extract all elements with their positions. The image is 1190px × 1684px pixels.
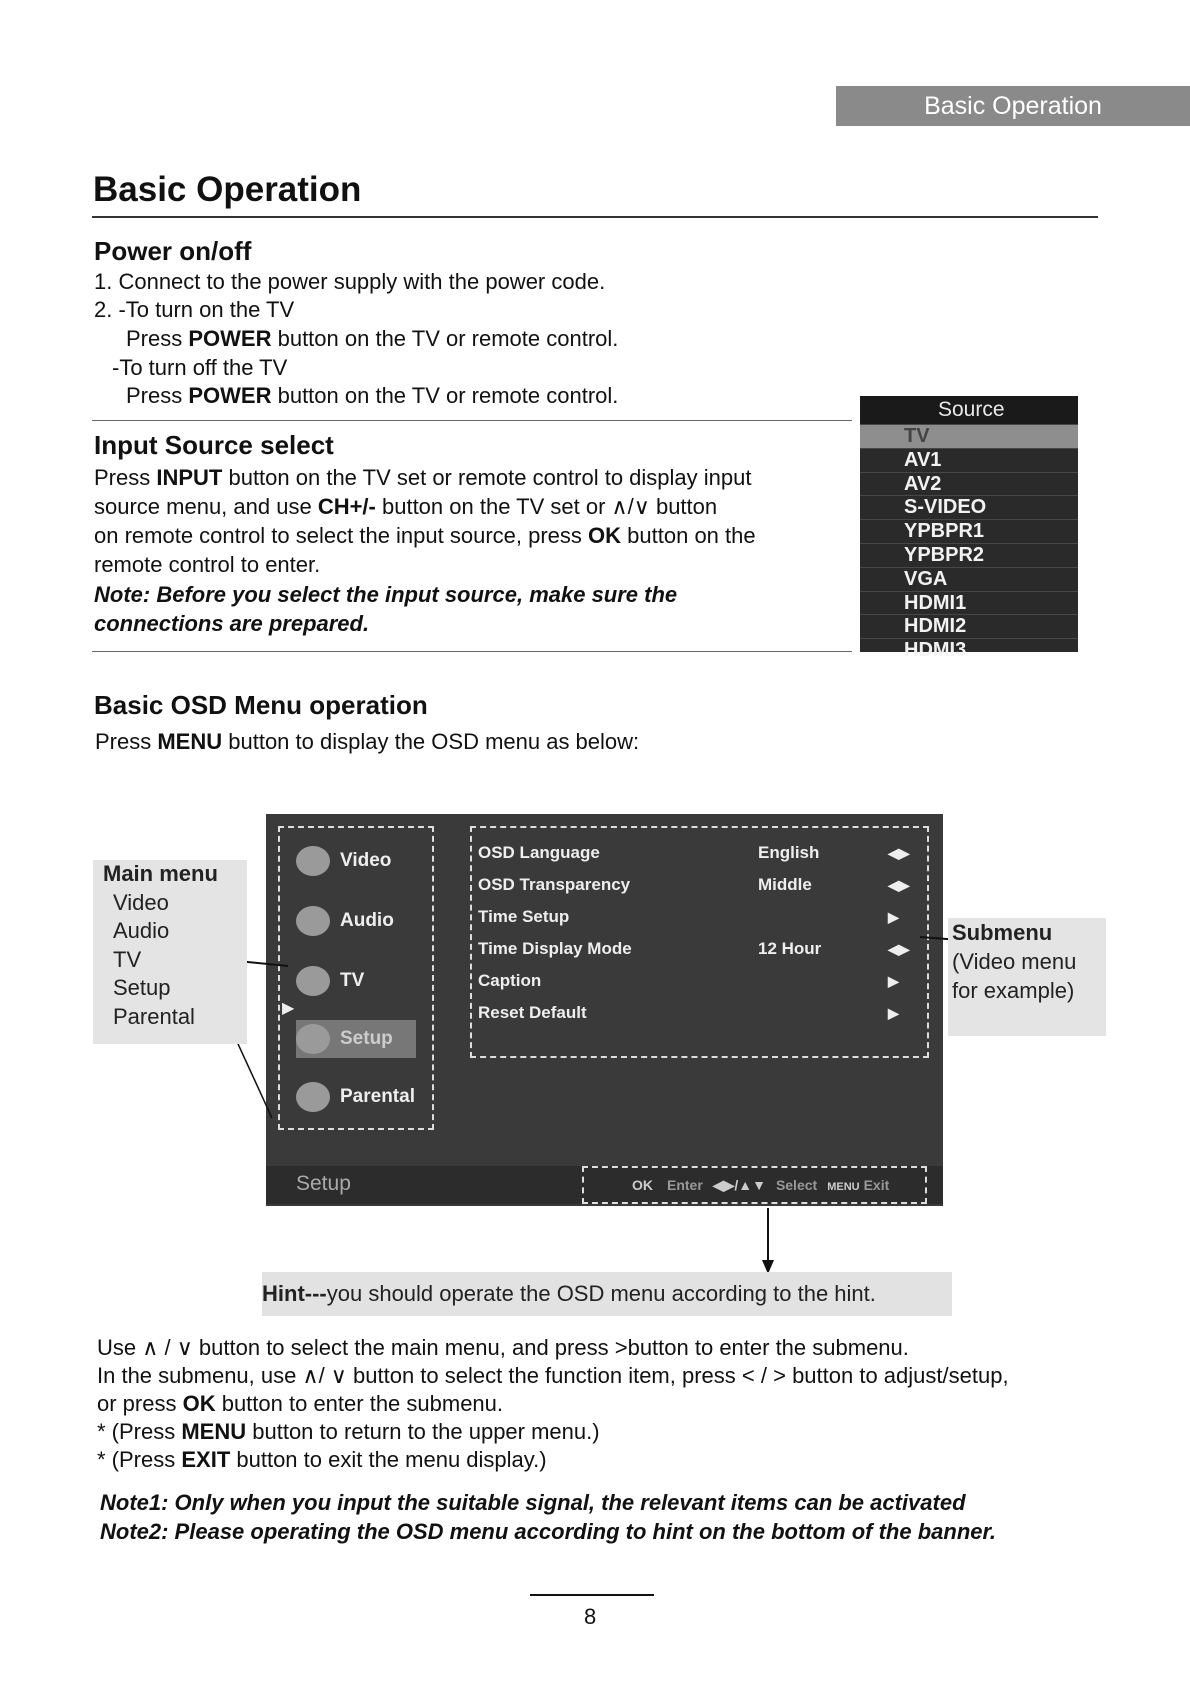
adjust-arrow-icon[interactable]: ◀▶	[888, 845, 910, 861]
section-tab: Basic Operation	[836, 86, 1190, 126]
hint-callout: Hint---you should operate the OSD menu according to the hint.	[262, 1272, 952, 1316]
input-heading: Input Source select	[94, 430, 334, 460]
instruction-line-3: or press OK button to enter the submenu.	[97, 1391, 504, 1416]
osd-main-item-label: TV	[340, 970, 365, 991]
adjust-arrow-icon[interactable]: ▶	[888, 1005, 899, 1021]
input-line-4: remote control to enter.	[94, 552, 321, 577]
main-menu-callout-item: Setup	[113, 975, 171, 1000]
source-item[interactable]: HDMI1	[860, 591, 1078, 615]
submenu-callout	[948, 918, 1106, 1036]
osd-submenu-value: Middle	[758, 875, 812, 894]
input-note-2: connections are prepared.	[94, 611, 370, 636]
source-menu-title: Source	[860, 396, 1078, 424]
source-item[interactable]: HDMI3	[860, 638, 1078, 662]
submenu-callout-line: for example)	[952, 978, 1075, 1003]
input-line-3: on remote control to select the input source, press OK button on the	[94, 523, 756, 548]
instruction-line-4: * (Press MENU button to return to the upper menu.)	[97, 1419, 600, 1444]
osd-submenu-label: Time Setup	[478, 907, 570, 926]
osd-submenu-value: English	[758, 843, 820, 862]
instruction-line-1: Use ∧ / ∨ button to select the main menu, and press >button to enter the submenu.	[97, 1335, 909, 1360]
osd-submenu-label: OSD Language	[478, 843, 600, 862]
source-item[interactable]: TV	[860, 424, 1078, 448]
osd-submenu-value: 12 Hour	[758, 939, 822, 958]
source-item[interactable]: AV1	[860, 448, 1078, 472]
main-menu-callout-title: Main menu	[103, 861, 218, 886]
osd-main-item-label: Video	[340, 850, 392, 871]
source-item[interactable]: YPBPR2	[860, 543, 1078, 567]
osd-main-item-label: Audio	[340, 910, 394, 931]
osd-submenu-label: OSD Transparency	[478, 875, 631, 894]
note-1: Note1: Only when you input the suitable signal, the relevant items can be activated	[100, 1490, 966, 1515]
page-number-rule	[530, 1594, 654, 1596]
power-line-3: Press POWER button on the TV or remote control.	[126, 326, 619, 351]
page-title: Basic Operation	[93, 170, 362, 209]
submenu-callout-line: (Video menu	[952, 949, 1077, 974]
submenu-callout-title: Submenu	[952, 920, 1053, 945]
osd-bottom-title: Setup	[296, 1172, 351, 1195]
power-line-2: 2. -To turn on the TV	[94, 297, 295, 322]
selection-arrow-icon: ▶	[282, 1000, 295, 1017]
power-line-1: 1. Connect to the power supply with the power code.	[94, 269, 606, 294]
input-line-1: Press INPUT button on the TV set or remote control to display input	[94, 465, 752, 490]
power-line-5: Press POWER button on the TV or remote control.	[126, 383, 619, 408]
adjust-arrow-icon[interactable]: ▶	[888, 909, 899, 925]
source-item[interactable]: AV2	[860, 472, 1078, 496]
source-item[interactable]: VGA	[860, 567, 1078, 591]
source-item[interactable]: HDMI2	[860, 614, 1078, 638]
osd-submenu-label: Time Display Mode	[478, 939, 632, 958]
input-note-1: Note: Before you select the input source, make sure the	[94, 582, 678, 607]
adjust-arrow-icon[interactable]: ◀▶	[888, 877, 910, 893]
source-item[interactable]: S-VIDEO	[860, 495, 1078, 519]
main-menu-callout-item: TV	[113, 946, 142, 972]
osd-hint-box: OK Enter ◀▶/▲▼ Select MENU Exit	[582, 1166, 927, 1204]
power-heading: Power on/off	[94, 236, 252, 266]
note-2: Note2: Please operating the OSD menu according to hint on the bottom of the banner.	[100, 1519, 996, 1544]
power-line-4: -To turn off the TV	[112, 355, 288, 380]
main-menu-callout-item: Audio	[113, 918, 170, 943]
adjust-arrow-icon[interactable]: ◀▶	[888, 941, 910, 957]
source-item[interactable]: YPBPR1	[860, 519, 1078, 543]
osd-main-item-label: Setup	[340, 1028, 393, 1049]
adjust-arrow-icon[interactable]: ▶	[888, 973, 899, 989]
osd-submenu-label: Reset Default	[478, 1003, 587, 1022]
osd-heading: Basic OSD Menu operation	[94, 690, 428, 720]
input-line-2: source menu, and use CH+/- button on the TV set or ∧/∨ button	[94, 494, 718, 519]
page-number: 8	[584, 1604, 597, 1629]
instruction-line-5: * (Press EXIT button to exit the menu display.)	[97, 1447, 547, 1472]
osd-submenu-label: Caption	[478, 971, 542, 990]
main-menu-callout-item: Video	[113, 889, 169, 915]
main-menu-callout-item: Parental	[113, 1003, 195, 1029]
instruction-line-2: In the submenu, use ∧/ ∨ button to select the function item, press < / > button to adjust/setup,	[97, 1363, 1009, 1388]
main-menu-callout	[93, 860, 247, 1044]
osd-main-item-label: Parental	[340, 1086, 415, 1107]
osd-intro: Press MENU button to display the OSD menu as below:	[95, 729, 640, 754]
